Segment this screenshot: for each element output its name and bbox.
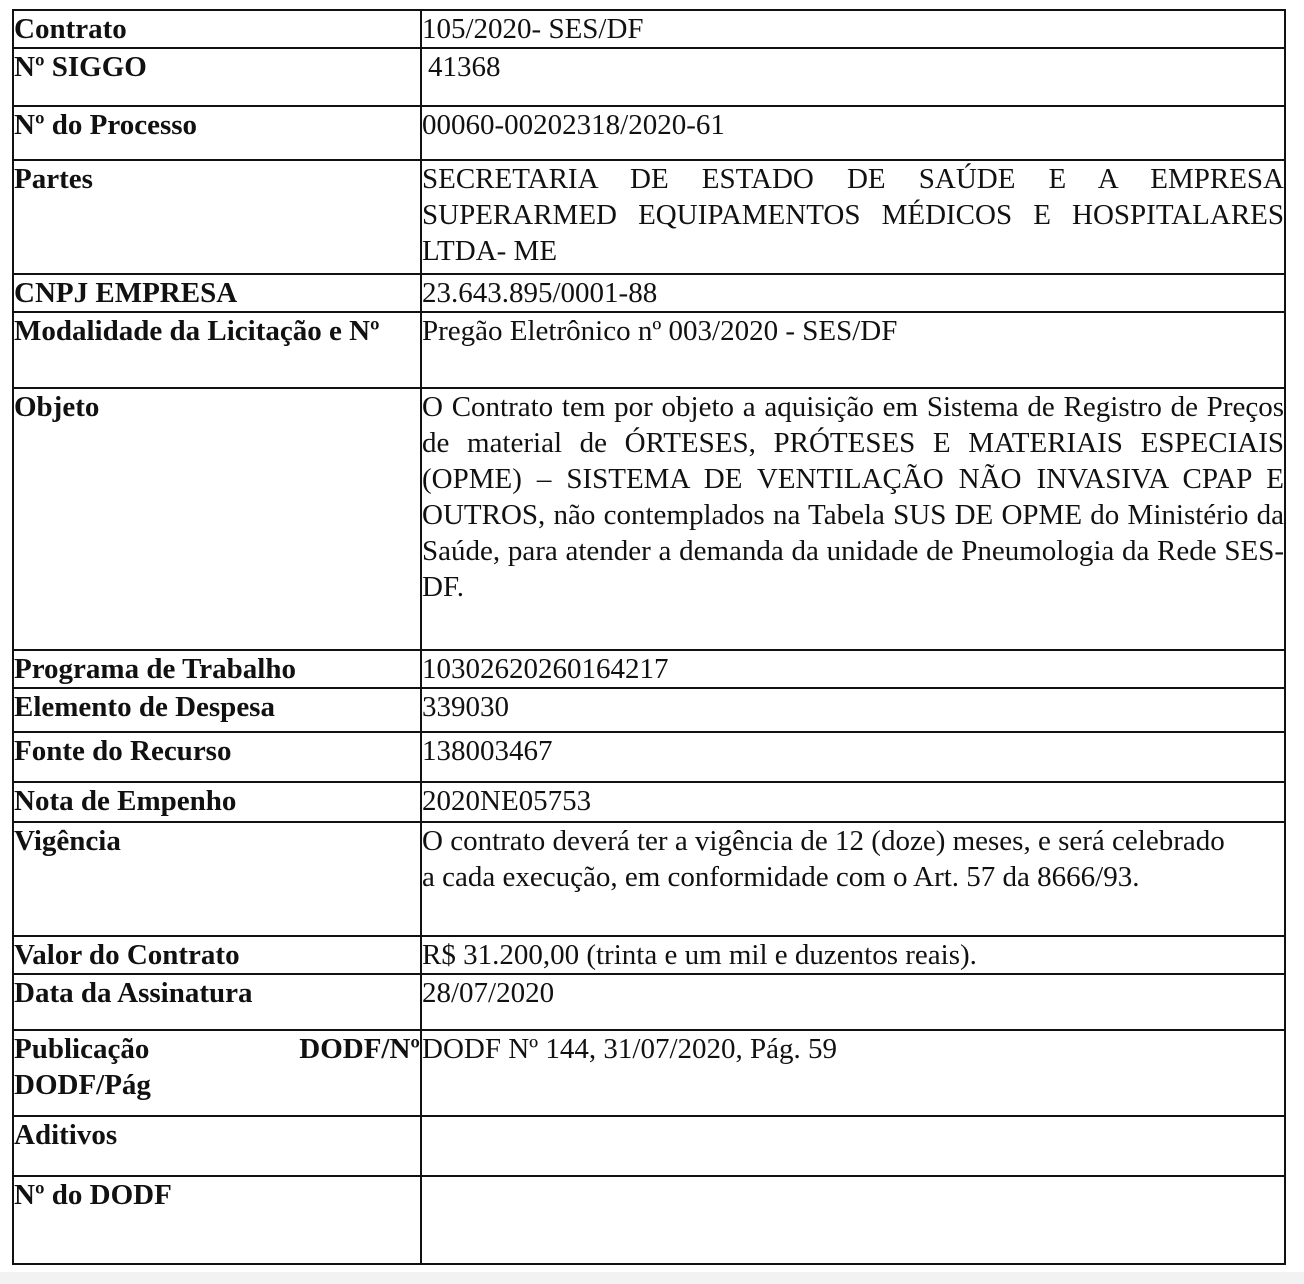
table-row	[13, 688, 1285, 732]
row-value-fonte: 138003467	[421, 732, 1285, 782]
row-value-processo: 00060-00202318/2020-61	[421, 106, 1285, 160]
table-row	[13, 160, 1285, 274]
row-label-siggo: Nº SIGGO	[13, 48, 421, 106]
row-label-modalidade: Modalidade da Licitação e Nº	[13, 312, 421, 388]
row-value-publicacao: DODF Nº 144, 31/07/2020, Pág. 59	[421, 1030, 1285, 1116]
row-value-assinatura: 28/07/2020	[421, 974, 1285, 1030]
row-label-empenho: Nota de Empenho	[13, 782, 421, 822]
row-value-contrato: 105/2020- SES/DF	[421, 10, 1285, 48]
table-row	[13, 312, 1285, 388]
row-value-vigencia	[421, 822, 1285, 936]
table-row	[13, 106, 1285, 160]
row-label-dodf: Nº do DODF	[13, 1176, 421, 1264]
row-label-processo: Nº do Processo	[13, 106, 421, 160]
siggo-number: 41368	[428, 51, 501, 83]
row-value-dodf	[421, 1176, 1285, 1264]
row-label-elemento: Elemento de Despesa	[13, 688, 421, 732]
row-value-programa: 10302620260164217	[421, 650, 1285, 688]
row-label-contrato: Contrato	[13, 10, 421, 48]
objeto-text: O Contrato tem por objeto a aquisição em Sistema de Registro de Preços de material de ÓRTESES, PRÓTESES E MATERIAIS ESPECIAIS (OPME) – SISTEMA DE VENTILAÇÃO NÃO INVASIVA CPAP E OUTROS, não contemplados na Tabela SUS DE OPME do Ministério da Saúde, para atender a demanda da unidade de Pneumologia da Rede SES-DF.	[422, 391, 1284, 603]
contract-table	[12, 9, 1286, 1265]
table-row	[13, 388, 1285, 650]
row-label-publicacao: Publicação DODF/Nº DODF/Pág	[13, 1030, 421, 1116]
row-label-assinatura: Data da Assinatura	[13, 974, 421, 1030]
contract-summary-sheet	[12, 9, 1284, 1265]
table-row	[13, 650, 1285, 688]
table-row	[13, 1176, 1285, 1264]
row-label-objeto: Objeto	[13, 388, 421, 650]
row-label-cnpj: CNPJ EMPRESA	[13, 274, 421, 312]
table-row	[13, 732, 1285, 782]
row-value-empenho: 2020NE05753	[421, 782, 1285, 822]
row-label-aditivos: Aditivos	[13, 1116, 421, 1176]
vigencia-text: O contrato deverá ter a vigência de 12 (doze) meses, e será celebrado a cada execução, em conformidade com o Art. 57 da 8666/93.	[422, 825, 1225, 893]
table-row	[13, 974, 1285, 1030]
partes-text: SECRETARIA DE ESTADO DE SAÚDE E A EMPRESA SUPERARMED EQUIPAMENTOS MÉDICOS E HOSPITALARES LTDA- ME	[422, 163, 1284, 267]
row-label-fonte: Fonte do Recurso	[13, 732, 421, 782]
table-row	[13, 10, 1285, 48]
row-label-programa: Programa de Trabalho	[13, 650, 421, 688]
row-value-modalidade: Pregão Eletrônico nº 003/2020 - SES/DF	[421, 312, 1285, 388]
row-value-objeto	[421, 388, 1285, 650]
row-value-valor: R$ 31.200,00 (trinta e um mil e duzentos reais).	[421, 936, 1285, 974]
table-row	[13, 1116, 1285, 1176]
table-row	[13, 822, 1285, 936]
table-row	[13, 936, 1285, 974]
row-value-cnpj: 23.643.895/0001-88	[421, 274, 1285, 312]
row-value-siggo	[421, 48, 1285, 106]
table-row	[13, 782, 1285, 822]
row-label-partes: Partes	[13, 160, 421, 274]
page-bottom-strip	[0, 1272, 1304, 1284]
table-row	[13, 274, 1285, 312]
row-label-vigencia: Vigência	[13, 822, 421, 936]
table-row	[13, 48, 1285, 106]
row-value-elemento: 339030	[421, 688, 1285, 732]
table-row	[13, 1030, 1285, 1116]
row-value-partes	[421, 160, 1285, 274]
row-label-valor: Valor do Contrato	[13, 936, 421, 974]
row-value-aditivos	[421, 1116, 1285, 1176]
